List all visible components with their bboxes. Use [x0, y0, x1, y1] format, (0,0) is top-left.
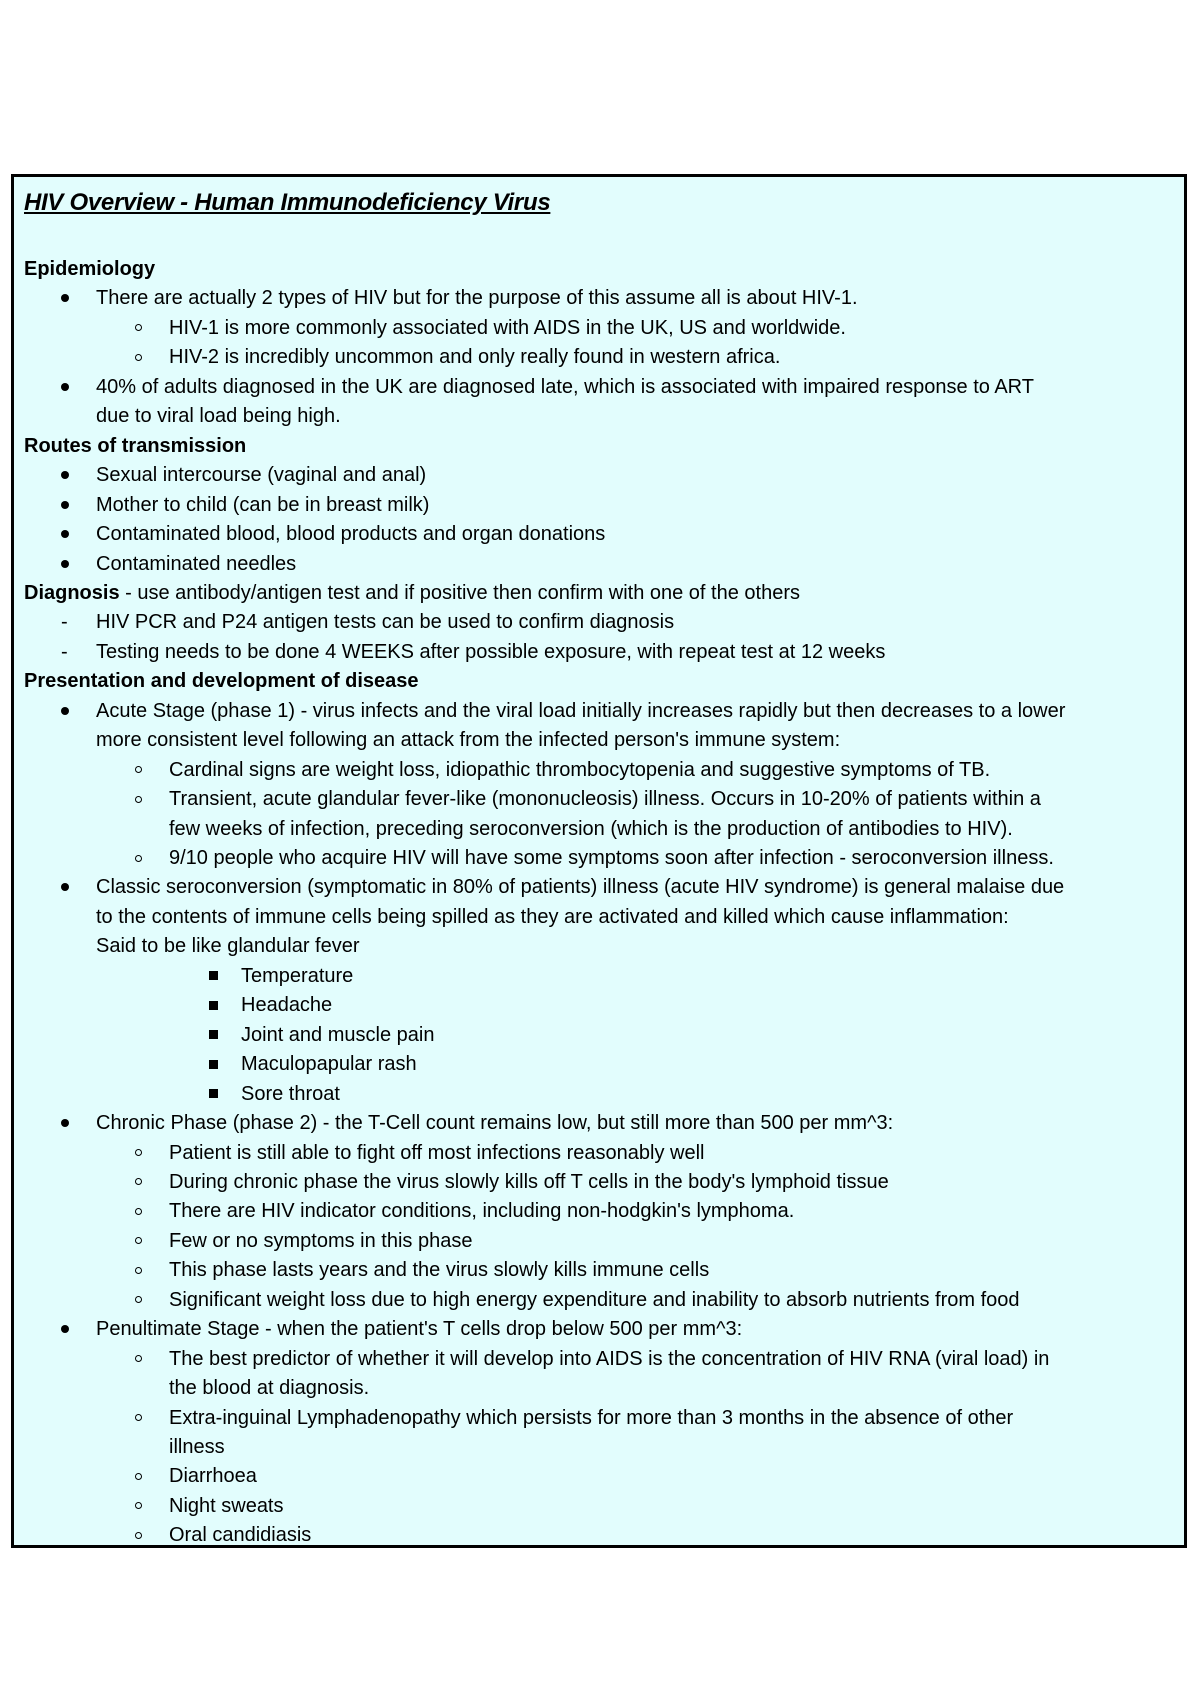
disc-bullet-icon: [61, 294, 69, 302]
square-bullet-icon: [209, 971, 218, 980]
disc-bullet-icon: [61, 530, 69, 538]
circle-bullet-icon: [135, 1237, 142, 1244]
list-item: There are actually 2 types of HIV but for the purpose of this assume all is about HIV-1.: [96, 287, 858, 310]
list-item: Oral candidiasis: [169, 1524, 312, 1547]
list-item: 40% of adults diagnosed in the UK are diagnosed late, which is associated with impaired response to ART: [96, 375, 1034, 398]
list-item: Temperature: [241, 964, 354, 987]
disc-bullet-icon: [61, 1325, 69, 1333]
section-heading: Epidemiology: [24, 258, 156, 280]
list-item: Contaminated blood, blood products and organ donations: [96, 523, 606, 546]
list-item: Maculopapular rash: [241, 1053, 417, 1076]
dash-bullet-icon: -: [61, 611, 68, 634]
circle-bullet-icon: [135, 1208, 142, 1215]
document-box: [11, 174, 1187, 1548]
circle-bullet-icon: [135, 1532, 142, 1539]
list-item: illness: [169, 1436, 225, 1458]
circle-bullet-icon: [135, 1355, 142, 1362]
disc-bullet-icon: [61, 560, 69, 568]
circle-bullet-icon: [135, 324, 142, 331]
square-bullet-icon: [209, 1089, 218, 1098]
list-item: Patient is still able to fight off most infections reasonably well: [169, 1141, 705, 1164]
document-content: [14, 177, 1184, 1545]
square-bullet-icon: [209, 1030, 218, 1039]
list-item: Significant weight loss due to high energy expenditure and inability to absorb nutrients from food: [169, 1288, 1020, 1311]
list-item: Transient, acute glandular fever-like (mononucleosis) illness. Occurs in 10-20% of patients within a: [169, 788, 1041, 811]
disc-bullet-icon: [61, 883, 69, 891]
section-heading: Routes of transmission: [24, 434, 247, 457]
list-item: few weeks of infection, preceding seroconversion (which is the production of antibodies to HIV).: [169, 817, 1013, 840]
circle-bullet-icon: [135, 1178, 142, 1185]
disc-bullet-icon: [61, 471, 69, 479]
square-bullet-icon: [209, 1060, 218, 1069]
list-item: Extra-inguinal Lymphadenopathy which persists for more than 3 months in the absence of other: [169, 1406, 1014, 1429]
dash-bullet-icon: -: [61, 640, 68, 663]
list-item: 9/10 people who acquire HIV will have some symptoms soon after infection - seroconversion illness.: [169, 847, 1054, 869]
section-heading-note: - use antibody/antigen test and if positive then confirm with one of the others: [119, 581, 800, 604]
list-item: Chronic Phase (phase 2) - the T-Cell count remains low, but still more than 500 per mm^3:: [96, 1112, 894, 1135]
list-item: Joint and muscle pain: [241, 1023, 435, 1046]
section-heading-label: Diagnosis: [24, 581, 120, 604]
list-item: Diarrhoea: [169, 1465, 257, 1488]
document-title: HIV Overview - Human Immunodeficiency Virus: [24, 189, 551, 216]
list-item: Mother to child (can be in breast milk): [96, 493, 430, 516]
circle-bullet-icon: [135, 1149, 142, 1156]
list-item: Penultimate Stage - when the patient's T cells drop below 500 per mm^3:: [96, 1318, 743, 1341]
list-item: Sore throat: [241, 1082, 340, 1105]
list-item: to the contents of immune cells being spilled as they are activated and killed which cause inflammation:: [96, 905, 1009, 928]
circle-bullet-icon: [135, 796, 142, 803]
circle-bullet-icon: [135, 1414, 142, 1421]
list-item: During chronic phase the virus slowly kills off T cells in the body's lymphoid tissue: [169, 1170, 889, 1193]
list-item: Few or no symptoms in this phase: [169, 1229, 473, 1252]
list-item: HIV-1 is more commonly associated with AIDS in the UK, US and worldwide.: [169, 316, 846, 339]
section-heading: [24, 581, 800, 605]
section-heading: Presentation and development of disease: [24, 670, 419, 693]
square-bullet-icon: [209, 1001, 218, 1010]
list-item: Night sweats: [169, 1494, 284, 1517]
disc-bullet-icon: [61, 383, 69, 391]
list-item: Acute Stage (phase 1) - virus infects and the viral load initially increases rapidly but then decreases to a lower: [96, 699, 1066, 722]
circle-bullet-icon: [135, 1473, 142, 1480]
disc-bullet-icon: [61, 1119, 69, 1127]
list-item: Contaminated needles: [96, 552, 297, 575]
disc-bullet-icon: [61, 501, 69, 509]
list-item: Classic seroconversion (symptomatic in 80% of patients) illness (acute HIV syndrome) is general malaise due: [96, 876, 1065, 899]
circle-bullet-icon: [135, 1267, 142, 1274]
list-item: HIV PCR and P24 antigen tests can be used to confirm diagnosis: [96, 611, 675, 634]
circle-bullet-icon: [135, 766, 142, 773]
list-item: due to viral load being high.: [96, 405, 341, 428]
circle-bullet-icon: [135, 855, 142, 862]
list-item: Sexual intercourse (vaginal and anal): [96, 464, 427, 487]
list-item: There are HIV indicator conditions, including non-hodgkin's lymphoma.: [169, 1200, 795, 1223]
list-item: HIV-2 is incredibly uncommon and only really found in western africa.: [169, 346, 781, 369]
list-item: This phase lasts years and the virus slowly kills immune cells: [169, 1259, 710, 1282]
disc-bullet-icon: [61, 707, 69, 715]
list-item: Testing needs to be done 4 WEEKS after possible exposure, with repeat test at 12 weeks: [96, 640, 886, 663]
list-item: the blood at diagnosis.: [169, 1377, 370, 1400]
list-item: more consistent level following an attack from the infected person's immune system:: [96, 729, 841, 752]
list-item: Said to be like glandular fever: [96, 935, 360, 958]
list-item: The best predictor of whether it will develop into AIDS is the concentration of HIV RNA (viral load) in: [169, 1347, 1050, 1370]
circle-bullet-icon: [135, 1296, 142, 1303]
circle-bullet-icon: [135, 354, 142, 361]
list-item: Cardinal signs are weight loss, idiopathic thrombocytopenia and suggestive symptoms of TB.: [169, 758, 991, 781]
circle-bullet-icon: [135, 1502, 142, 1509]
list-item: Headache: [241, 994, 333, 1017]
